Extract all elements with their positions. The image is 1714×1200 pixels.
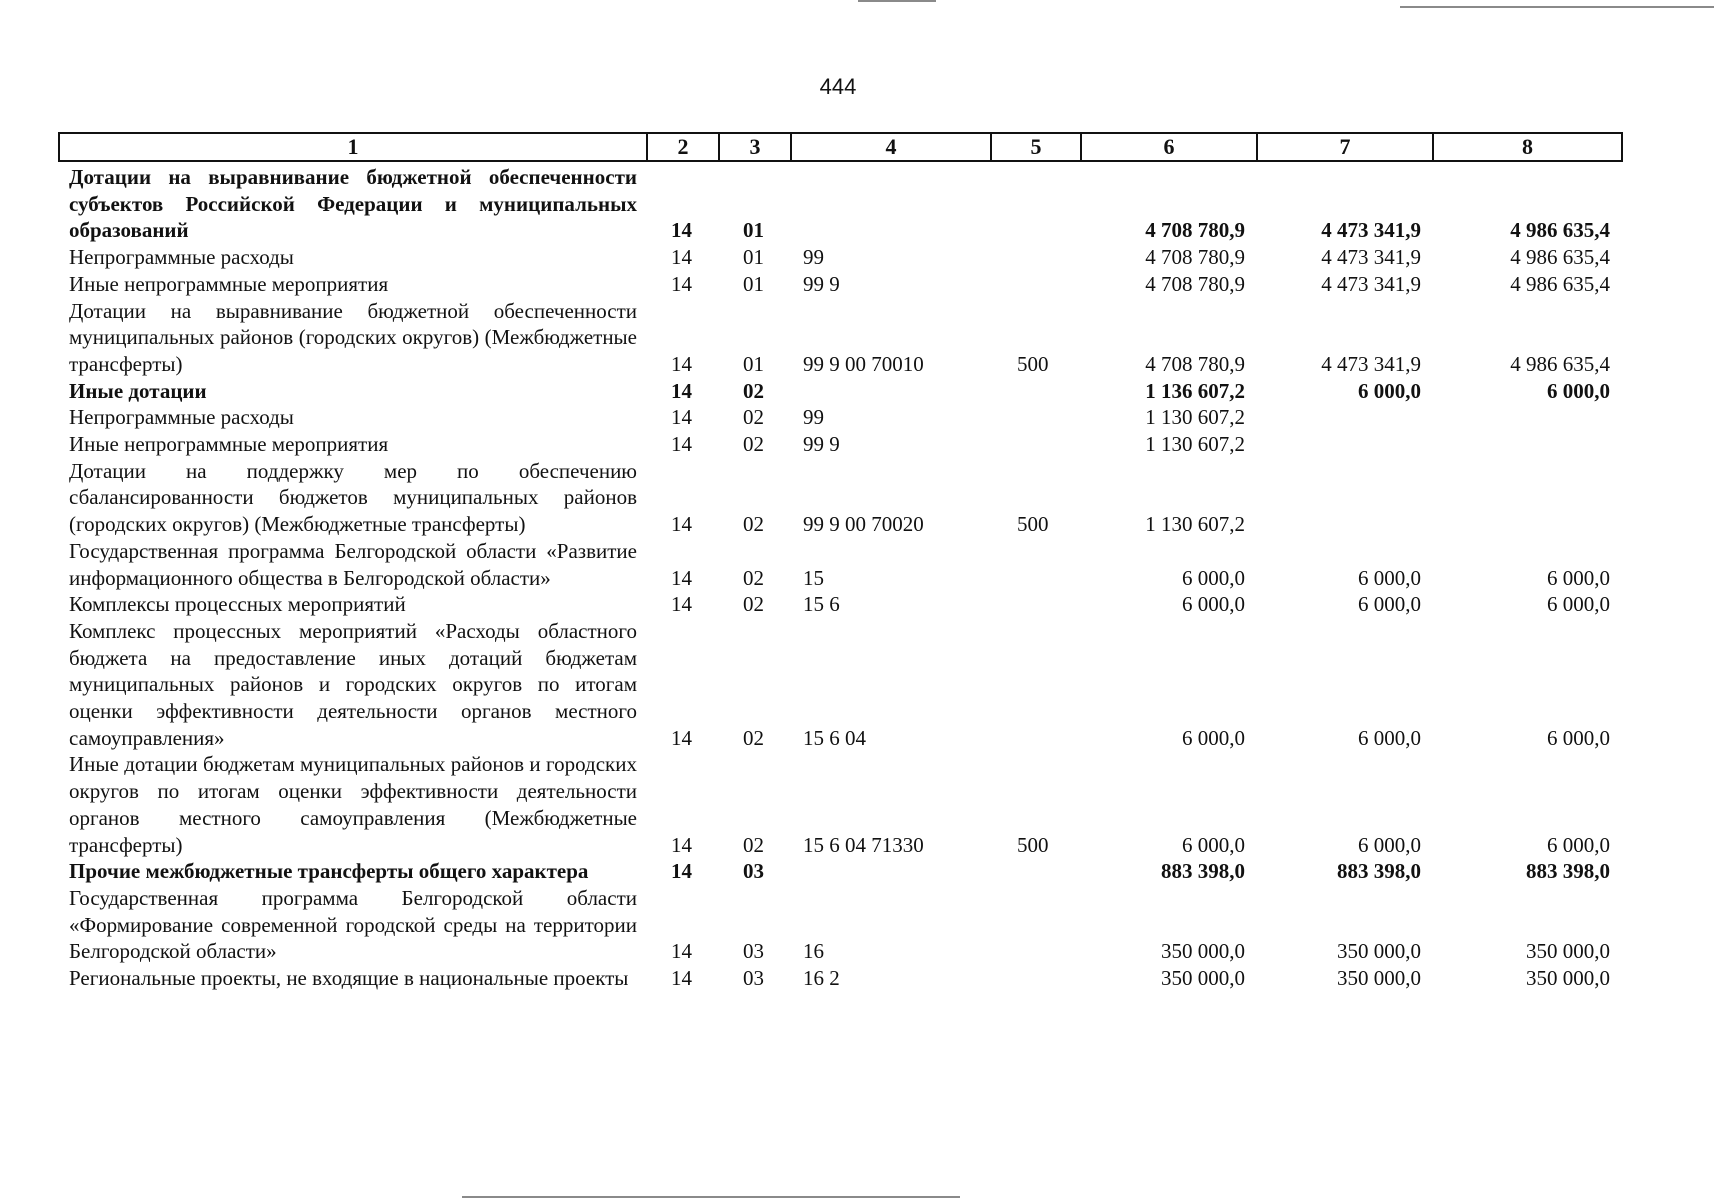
row-amount-col-6: 1 130 607,2 xyxy=(1145,432,1245,457)
row-description: Иные дотации бюджетам муниципальных районов и городских округов по итогам оценки эффективности деятельности органов местного самоуправления (Межбюджетные трансферты) xyxy=(69,752,637,857)
row-target-article-code: 15 6 04 xyxy=(803,725,866,750)
table-header-row xyxy=(59,133,1622,161)
row-section-code: 14 xyxy=(671,378,692,403)
row-subsection-code: 01 xyxy=(743,245,764,270)
row-amount-col-7: 6 000,0 xyxy=(1358,725,1421,750)
row-description: Дотации на выравнивание бюджетной обеспеченности муниципальных районов (городских округов) (Межбюджетные трансферты) xyxy=(69,298,637,376)
row-amount-col-8: 6 000,0 xyxy=(1547,832,1610,857)
row-expense-type-code: 500 xyxy=(1017,832,1049,857)
row-target-article-code: 99 9 xyxy=(803,432,840,457)
row-amount-col-8 xyxy=(1433,458,1622,538)
row-target-article-code xyxy=(791,161,991,244)
row-section-code: 14 xyxy=(671,725,692,750)
header-col-2: 2 xyxy=(647,133,719,161)
row-amount-col-8: 4 986 635,4 xyxy=(1510,351,1610,376)
row-expense-type-code: 500 xyxy=(1017,351,1049,376)
header-col-8: 8 xyxy=(1433,133,1622,161)
row-amount-col-6: 1 130 607,2 xyxy=(1145,512,1245,537)
row-subsection-code: 02 xyxy=(743,725,764,750)
row-amount-col-8: 4 986 635,4 xyxy=(1510,218,1610,243)
row-amount-col-6: 6 000,0 xyxy=(1182,832,1245,857)
table-body xyxy=(59,161,1622,992)
header-col-5: 5 xyxy=(991,133,1081,161)
table-row xyxy=(59,378,1622,405)
row-amount-col-7: 350 000,0 xyxy=(1337,939,1421,964)
row-target-article-code: 99 9 00 70010 xyxy=(803,351,924,376)
row-amount-col-6: 4 708 780,9 xyxy=(1145,218,1245,243)
row-amount-col-8: 6 000,0 xyxy=(1547,378,1610,403)
row-description: Иные дотации xyxy=(69,378,207,403)
row-amount-col-8 xyxy=(1433,404,1622,431)
row-subsection-code: 02 xyxy=(743,565,764,590)
row-target-article-code: 15 6 xyxy=(803,592,840,617)
table-row xyxy=(59,161,1622,244)
page-number: 444 xyxy=(819,74,857,99)
row-target-article-code: 16 xyxy=(803,939,824,964)
row-amount-col-8: 350 000,0 xyxy=(1526,966,1610,991)
row-amount-col-6: 6 000,0 xyxy=(1182,725,1245,750)
row-subsection-code: 02 xyxy=(743,832,764,857)
row-description: Дотации на поддержку мер по обеспечению сбалансированности бюджетов муниципальных районов (городских округов) (Межбюджетные трансферты) xyxy=(69,458,637,537)
row-description: Иные непрограммные мероприятия xyxy=(69,432,389,457)
row-amount-col-8: 350 000,0 xyxy=(1526,939,1610,964)
header-col-3: 3 xyxy=(719,133,791,161)
table-row xyxy=(59,858,1622,885)
row-subsection-code: 01 xyxy=(743,218,764,243)
row-section-code: 14 xyxy=(671,351,692,376)
row-target-article-code: 99 9 00 70020 xyxy=(803,512,924,537)
row-amount-col-7: 4 473 341,9 xyxy=(1321,271,1421,296)
table-row xyxy=(59,618,1622,752)
row-amount-col-7 xyxy=(1257,431,1433,458)
row-expense-type-code xyxy=(991,161,1081,244)
table-row xyxy=(59,538,1622,591)
row-section-code: 14 xyxy=(671,218,692,243)
row-amount-col-8: 4 986 635,4 xyxy=(1510,245,1610,270)
row-expense-type-code xyxy=(991,244,1081,271)
row-expense-type-code: 500 xyxy=(1017,512,1049,537)
row-subsection-code: 02 xyxy=(743,512,764,537)
row-target-article-code: 99 9 xyxy=(803,271,840,296)
header-col-7: 7 xyxy=(1257,133,1433,161)
row-amount-col-6: 883 398,0 xyxy=(1161,859,1245,884)
scan-artifact-line-top-right xyxy=(1400,6,1714,8)
row-amount-col-6: 4 708 780,9 xyxy=(1145,245,1245,270)
row-subsection-code: 03 xyxy=(743,939,764,964)
row-description: Комплекс процессных мероприятий «Расходы областного бюджета на предоставление иных дотаций бюджетам муниципальных районов и городских округов по итогам оценки эффективности деятельности органов местного самоуправления» xyxy=(69,618,637,750)
row-section-code: 14 xyxy=(671,859,692,884)
scan-artifact-line-top xyxy=(858,0,936,2)
row-expense-type-code xyxy=(991,538,1081,591)
row-expense-type-code xyxy=(991,618,1081,752)
row-expense-type-code xyxy=(991,404,1081,431)
row-amount-col-8: 6 000,0 xyxy=(1547,592,1610,617)
row-amount-col-8: 6 000,0 xyxy=(1547,565,1610,590)
row-description: Государственная программа Белгородской области «Развитие информационного общества в Белгородской области» xyxy=(69,538,637,590)
row-amount-col-7 xyxy=(1257,404,1433,431)
row-target-article-code: 15 xyxy=(803,565,824,590)
row-amount-col-8 xyxy=(1433,431,1622,458)
row-amount-col-7: 6 000,0 xyxy=(1358,378,1421,403)
row-target-article-code: 15 6 04 71330 xyxy=(803,832,924,857)
row-amount-col-7: 4 473 341,9 xyxy=(1321,218,1421,243)
table-row xyxy=(59,431,1622,458)
row-amount-col-7: 6 000,0 xyxy=(1358,832,1421,857)
row-section-code: 14 xyxy=(671,565,692,590)
table-row xyxy=(59,751,1622,858)
row-amount-col-6: 6 000,0 xyxy=(1182,592,1245,617)
row-section-code: 14 xyxy=(671,592,692,617)
row-amount-col-7: 6 000,0 xyxy=(1358,592,1421,617)
row-section-code: 14 xyxy=(671,832,692,857)
row-amount-col-7: 883 398,0 xyxy=(1337,859,1421,884)
row-subsection-code: 02 xyxy=(743,432,764,457)
table-row xyxy=(59,965,1622,992)
header-col-1: 1 xyxy=(59,133,647,161)
row-description: Региональные проекты, не входящие в национальные проекты xyxy=(69,966,629,991)
row-amount-col-8: 6 000,0 xyxy=(1547,725,1610,750)
row-amount-col-6: 1 130 607,2 xyxy=(1145,405,1245,430)
scan-artifact-line-bottom xyxy=(462,1196,960,1198)
row-expense-type-code xyxy=(991,858,1081,885)
header-col-4: 4 xyxy=(791,133,991,161)
row-target-article-code xyxy=(791,858,991,885)
row-expense-type-code xyxy=(991,965,1081,992)
row-amount-col-6: 350 000,0 xyxy=(1161,939,1245,964)
row-subsection-code: 01 xyxy=(743,271,764,296)
row-subsection-code: 03 xyxy=(743,859,764,884)
row-section-code: 14 xyxy=(671,271,692,296)
row-subsection-code: 03 xyxy=(743,966,764,991)
row-expense-type-code xyxy=(991,885,1081,965)
row-subsection-code: 01 xyxy=(743,351,764,376)
row-target-article-code: 99 xyxy=(803,405,824,430)
row-description: Дотации на выравнивание бюджетной обеспеченности субъектов Российской Федерации и муниципальных образований xyxy=(69,165,637,243)
row-target-article-code xyxy=(791,378,991,405)
row-subsection-code: 02 xyxy=(743,592,764,617)
row-expense-type-code xyxy=(991,378,1081,405)
row-expense-type-code xyxy=(991,431,1081,458)
table-row xyxy=(59,885,1622,965)
table-row xyxy=(59,271,1622,298)
table-row xyxy=(59,404,1622,431)
row-description: Прочие межбюджетные трансферты общего характера xyxy=(69,859,589,884)
row-section-code: 14 xyxy=(671,966,692,991)
row-target-article-code: 99 xyxy=(803,245,824,270)
row-amount-col-8: 4 986 635,4 xyxy=(1510,271,1610,296)
row-amount-col-7 xyxy=(1257,458,1433,538)
row-amount-col-6: 350 000,0 xyxy=(1161,966,1245,991)
row-description: Государственная программа Белгородской области «Формирование современной городской среды на территории Белгородской области» xyxy=(69,885,637,964)
row-amount-col-7: 6 000,0 xyxy=(1358,565,1421,590)
row-description: Комплексы процессных мероприятий xyxy=(69,592,406,617)
row-amount-col-8: 883 398,0 xyxy=(1526,859,1610,884)
row-amount-col-6: 1 136 607,2 xyxy=(1145,378,1245,403)
row-description: Иные непрограммные мероприятия xyxy=(69,271,389,296)
row-section-code: 14 xyxy=(671,512,692,537)
row-section-code: 14 xyxy=(671,245,692,270)
header-col-6: 6 xyxy=(1081,133,1257,161)
row-amount-col-6: 6 000,0 xyxy=(1182,565,1245,590)
row-amount-col-7: 4 473 341,9 xyxy=(1321,245,1421,270)
table-row xyxy=(59,591,1622,618)
row-target-article-code: 16 2 xyxy=(803,966,840,991)
row-section-code: 14 xyxy=(671,432,692,457)
budget-table xyxy=(58,132,1623,992)
row-amount-col-6: 4 708 780,9 xyxy=(1145,351,1245,376)
row-amount-col-6: 4 708 780,9 xyxy=(1145,271,1245,296)
row-expense-type-code xyxy=(991,271,1081,298)
row-expense-type-code xyxy=(991,591,1081,618)
row-amount-col-7: 4 473 341,9 xyxy=(1321,351,1421,376)
row-amount-col-7: 350 000,0 xyxy=(1337,966,1421,991)
row-description: Непрограммные расходы xyxy=(69,405,294,430)
row-description: Непрограммные расходы xyxy=(69,245,294,270)
table-row xyxy=(59,244,1622,271)
row-section-code: 14 xyxy=(671,939,692,964)
row-subsection-code: 02 xyxy=(743,405,764,430)
row-section-code: 14 xyxy=(671,405,692,430)
table-row xyxy=(59,298,1622,378)
row-subsection-code: 02 xyxy=(743,378,764,403)
table-row xyxy=(59,458,1622,538)
